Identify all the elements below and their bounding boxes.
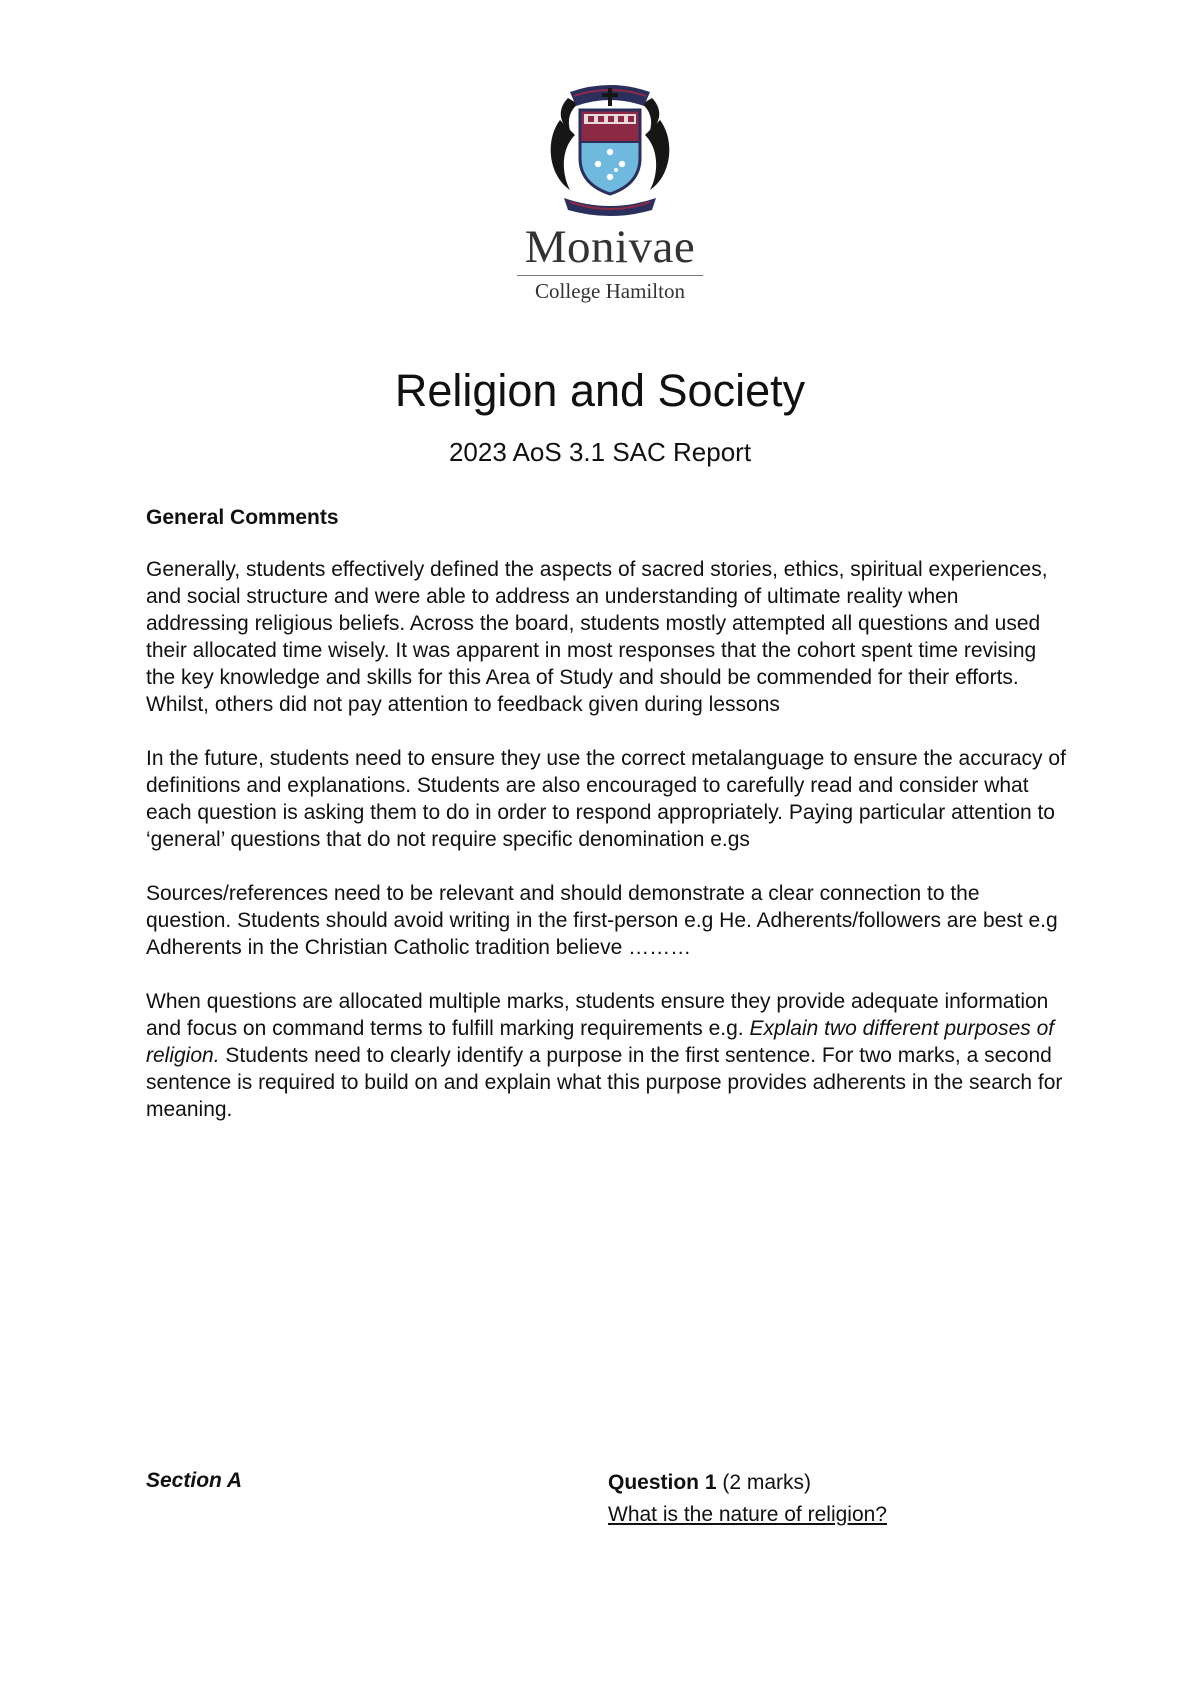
general-comments-heading: General Comments — [146, 506, 339, 529]
question-1-text: What is the nature of religion? — [608, 1503, 887, 1526]
question-1-label: Question 1 — [608, 1471, 717, 1494]
page-subtitle: 2023 AoS 3.1 SAC Report — [448, 437, 752, 467]
paragraph-1: Generally, students effectively defined the aspects of sacred stories, ethics, spiritual experiences, and social structure and were able to address an understanding of ultimate reality when addressing religious beliefs. Across the board, students mostly attempted all questions and used their allocated time wisely. It was apparent in most responses that the cohort spent time revising the key knowledge and skills for this Area of Study and should be commended for their efforts. Whilst, others did not pay attention to feedback given during lessons — [146, 558, 1048, 716]
paragraph-4 — [146, 988, 1066, 1123]
logo-divider — [517, 275, 703, 276]
paragraph-4-example: Explain two different purposes of religion. — [146, 1017, 1055, 1067]
paragraph-4-part-a: When questions are allocated multiple marks, students ensure they provide adequate information and focus on command terms to fulfill marking requirements e.g. — [146, 990, 1049, 1040]
general-comments-section — [146, 505, 1066, 1150]
college-name: Monivae — [524, 221, 696, 273]
college-subname: College Hamilton — [535, 279, 685, 303]
page-title: Religion and Society — [394, 365, 806, 416]
paragraph-3: Sources/references need to be relevant and should demonstrate a clear connection to the question. Students should avoid writing in the first-person e.g He. Adherents/followers are best e.g Adherents in the Christian Catholic tradition believe ……… — [146, 882, 1058, 959]
question-1-marks: (2 marks) — [716, 1471, 812, 1494]
question-1 — [608, 1467, 887, 1531]
paragraph-2: In the future, students need to ensure they use the correct metalanguage to ensure the accuracy of definitions and explanations. Students are also encouraged to carefully read and consider what each question is asking them to do in order to respond appropriately. Paying particular attention to ‘general’ questions that do not require specific denomination e.gs — [146, 747, 1066, 851]
section-a-label: Section A — [146, 1469, 243, 1492]
college-crest-icon — [540, 80, 680, 220]
college-logo — [500, 80, 720, 302]
paragraph-4-part-b: Students need to clearly identify a purpose in the first sentence. For two marks, a second sentence is required to build on and explain what this purpose provides adherents in the search for meaning. — [146, 1044, 1063, 1121]
